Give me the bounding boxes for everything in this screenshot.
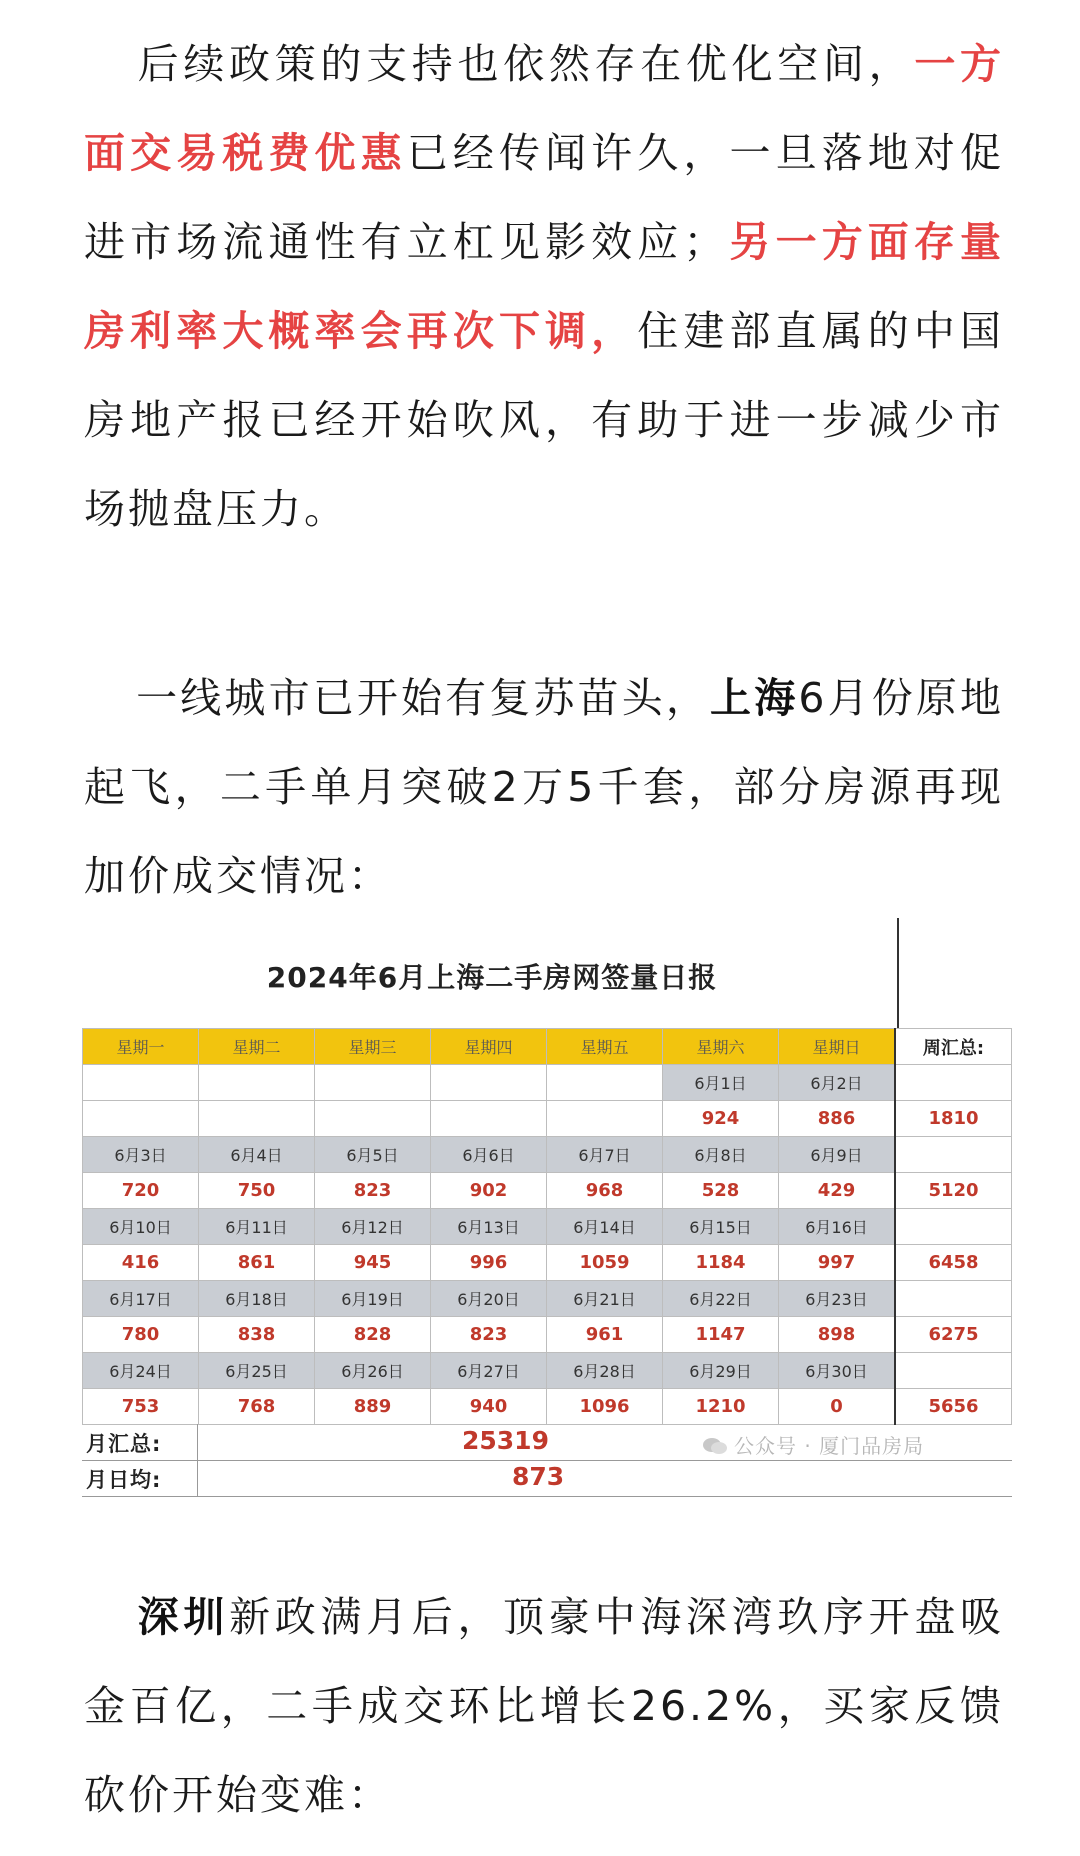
date-cell: 6月15日 — [663, 1209, 779, 1245]
value-cell: 945 — [315, 1245, 431, 1281]
date-cell: 6月6日 — [431, 1137, 547, 1173]
value-cell: 780 — [83, 1317, 199, 1353]
shanghai-sales-table-image — [82, 918, 1012, 1518]
value-cell: 416 — [83, 1245, 199, 1281]
week-total-cell: 1810 — [895, 1101, 1012, 1137]
date-cell: 6月21日 — [547, 1281, 663, 1317]
month-average-row — [82, 1460, 1012, 1497]
date-cell — [431, 1065, 547, 1101]
date-sum-cell — [895, 1137, 1012, 1173]
table-header-row — [83, 1029, 1012, 1065]
value-cell: 823 — [431, 1317, 547, 1353]
value-cell: 750 — [199, 1173, 315, 1209]
value-row — [83, 1317, 1012, 1353]
value-cell: 753 — [83, 1389, 199, 1425]
date-cell: 6月10日 — [83, 1209, 199, 1245]
date-cell: 6月9日 — [779, 1137, 896, 1173]
p3-text-b: 新政满月后，顶豪中海深湾玖序开盘吸金百亿，二手成交环比增长26.2%，买家反馈砍价开始变难： — [84, 1593, 1005, 1819]
date-cell: 6月18日 — [199, 1281, 315, 1317]
value-cell: 1096 — [547, 1389, 663, 1425]
header-cell: 星期五 — [547, 1029, 663, 1065]
date-cell: 6月19日 — [315, 1281, 431, 1317]
p1-highlight-rate: 另一方面存量房利率大概率会再次下调， — [84, 218, 1005, 355]
date-row — [83, 1209, 1012, 1245]
value-cell — [547, 1101, 663, 1137]
value-cell: 429 — [779, 1173, 896, 1209]
value-cell — [199, 1101, 315, 1137]
date-cell: 6月25日 — [199, 1353, 315, 1389]
date-row — [83, 1353, 1012, 1389]
week-total-cell: 6275 — [895, 1317, 1012, 1353]
month-total-label: 月汇总: — [86, 1432, 162, 1456]
p2-text-c: 6月份原地起飞，二手单月突破2万5千套，部分房源再现加价成交情况： — [84, 674, 1005, 900]
date-cell: 6月1日 — [663, 1065, 779, 1101]
date-cell: 6月22日 — [663, 1281, 779, 1317]
week-total-cell: 6458 — [895, 1245, 1012, 1281]
value-cell: 768 — [199, 1389, 315, 1425]
date-cell — [199, 1065, 315, 1101]
value-row — [83, 1173, 1012, 1209]
value-cell: 940 — [431, 1389, 547, 1425]
date-cell: 6月4日 — [199, 1137, 315, 1173]
date-cell: 6月17日 — [83, 1281, 199, 1317]
p1-text-a: 后续政策的支持也依然存在优化空间， — [136, 40, 915, 88]
value-cell — [315, 1101, 431, 1137]
date-cell: 6月26日 — [315, 1353, 431, 1389]
date-cell: 6月27日 — [431, 1353, 547, 1389]
header-cell: 星期六 — [663, 1029, 779, 1065]
date-sum-cell — [895, 1353, 1012, 1389]
header-cell: 星期二 — [199, 1029, 315, 1065]
value-cell: 1184 — [663, 1245, 779, 1281]
date-sum-cell — [895, 1209, 1012, 1245]
header-cell: 星期四 — [431, 1029, 547, 1065]
value-cell: 0 — [779, 1389, 896, 1425]
value-row — [83, 1245, 1012, 1281]
date-row — [83, 1065, 1012, 1101]
header-cell: 星期三 — [315, 1029, 431, 1065]
date-cell: 6月23日 — [779, 1281, 896, 1317]
month-average-value: 873 — [512, 1462, 565, 1491]
value-cell: 823 — [315, 1173, 431, 1209]
value-cell — [83, 1101, 199, 1137]
p2-text-a: 一线城市已开始有复苏苗头， — [136, 674, 711, 722]
watermark-text: 公众号 · 厦门品房局 — [734, 1434, 925, 1458]
value-cell: 838 — [199, 1317, 315, 1353]
date-cell: 6月14日 — [547, 1209, 663, 1245]
value-cell: 968 — [547, 1173, 663, 1209]
table-title: 2024年6月上海二手房网签量日报 — [266, 961, 718, 994]
date-cell: 6月29日 — [663, 1353, 779, 1389]
daily-sales-grid — [82, 1028, 1012, 1425]
date-sum-cell — [895, 1065, 1012, 1101]
value-cell: 924 — [663, 1101, 779, 1137]
date-cell: 6月20日 — [431, 1281, 547, 1317]
date-cell: 6月12日 — [315, 1209, 431, 1245]
header-cell: 周汇总: — [895, 1029, 1012, 1065]
date-cell — [315, 1065, 431, 1101]
value-cell: 996 — [431, 1245, 547, 1281]
month-total-value: 25319 — [462, 1426, 549, 1455]
paragraph-policy — [84, 20, 1004, 554]
date-cell: 6月28日 — [547, 1353, 663, 1389]
date-cell: 6月7日 — [547, 1137, 663, 1173]
p1-text-c: 已经传闻许久，一旦落地对促进市场流通性有立杠见影效应； — [84, 129, 1005, 266]
watermark — [702, 1430, 924, 1459]
date-cell: 6月24日 — [83, 1353, 199, 1389]
date-sum-cell — [895, 1281, 1012, 1317]
value-cell: 961 — [547, 1317, 663, 1353]
header-cell: 星期一 — [83, 1029, 199, 1065]
value-cell: 1059 — [547, 1245, 663, 1281]
date-cell: 6月5日 — [315, 1137, 431, 1173]
value-cell — [431, 1101, 547, 1137]
date-cell: 6月11日 — [199, 1209, 315, 1245]
value-cell: 902 — [431, 1173, 547, 1209]
value-cell: 720 — [83, 1173, 199, 1209]
date-cell: 6月2日 — [779, 1065, 896, 1101]
p1-text-e: 住建部直属的中国房地产报已经开始吹风，有助于进一步减少市场抛盘压力。 — [84, 307, 1005, 533]
value-cell: 828 — [315, 1317, 431, 1353]
value-cell: 861 — [199, 1245, 315, 1281]
p1-highlight-tax: 一方面交易税费优惠 — [84, 40, 1005, 177]
header-cell: 星期日 — [779, 1029, 896, 1065]
value-row — [83, 1389, 1012, 1425]
value-row — [83, 1101, 1012, 1137]
date-row — [83, 1281, 1012, 1317]
date-row — [83, 1137, 1012, 1173]
date-cell: 6月3日 — [83, 1137, 199, 1173]
paragraph-shanghai — [84, 654, 1004, 921]
date-cell — [83, 1065, 199, 1101]
wechat-icon — [702, 1436, 728, 1456]
paragraph-shenzhen — [84, 1573, 1004, 1840]
date-cell: 6月16日 — [779, 1209, 896, 1245]
date-cell: 6月13日 — [431, 1209, 547, 1245]
week-total-cell: 5120 — [895, 1173, 1012, 1209]
date-cell — [547, 1065, 663, 1101]
value-cell: 898 — [779, 1317, 896, 1353]
value-cell: 528 — [663, 1173, 779, 1209]
value-cell: 1210 — [663, 1389, 779, 1425]
value-cell: 997 — [779, 1245, 896, 1281]
date-cell: 6月8日 — [663, 1137, 779, 1173]
p3-bold-shenzhen: 深圳 — [136, 1593, 230, 1641]
value-cell: 1147 — [663, 1317, 779, 1353]
month-average-label: 月日均: — [86, 1468, 162, 1492]
week-total-cell: 5656 — [895, 1389, 1012, 1425]
date-cell: 6月30日 — [779, 1353, 896, 1389]
value-cell: 886 — [779, 1101, 896, 1137]
p2-bold-shanghai: 上海 — [710, 674, 799, 722]
value-cell: 889 — [315, 1389, 431, 1425]
